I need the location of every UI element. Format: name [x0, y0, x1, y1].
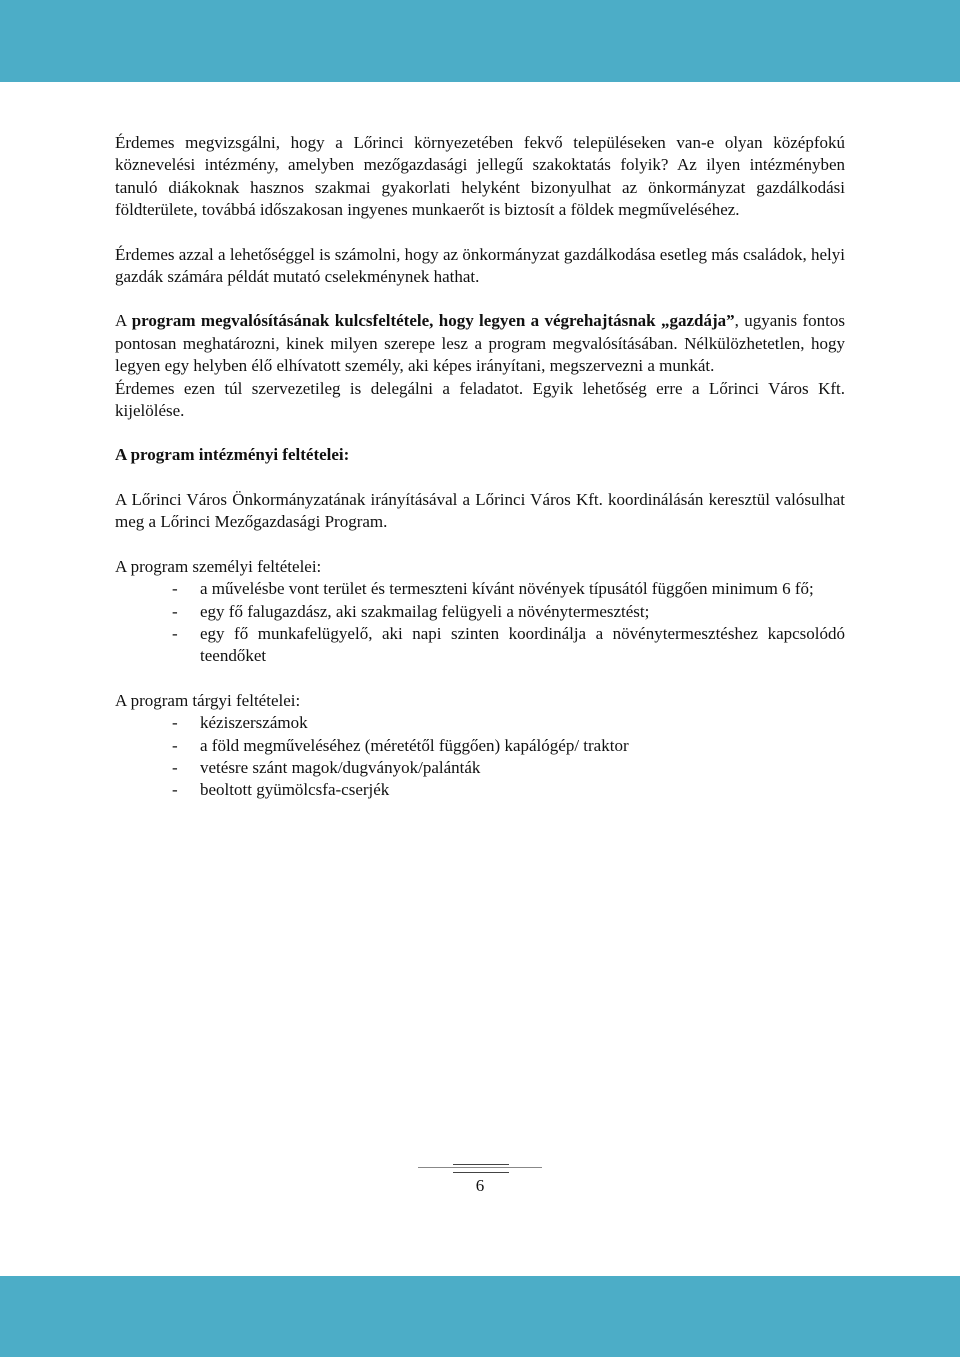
- list-item: [115, 601, 845, 623]
- list-item-text: a művelésbe vont terület és termeszteni kívánt növények típusától függően minimum 6 fő;: [200, 579, 814, 599]
- list-item: [115, 757, 845, 779]
- list-dash: -: [172, 757, 178, 777]
- page-number: 6: [475, 1176, 485, 1195]
- footer-rule-top: [453, 1164, 509, 1165]
- header-band: [0, 0, 960, 82]
- heading-material-conditions: A program tárgyi feltételei:: [115, 690, 301, 710]
- list-item-text: kéziszerszámok: [200, 713, 308, 733]
- key-condition-bold: program megvalósításának kulcsfeltétele, hogy legyen a végrehajtásnak „gazdája”: [131, 311, 735, 331]
- list-dash: -: [172, 601, 178, 621]
- paragraph-institutional: A Lőrinci Város Önkormányzatának irányításával a Lőrinci Város Kft. koordinálásán keresztül valósulhat meg a Lőrinci Mezőgazdasági Program.: [115, 489, 845, 532]
- personal-conditions-list: [115, 578, 845, 668]
- heading-personal-conditions: A program személyi feltételei:: [115, 556, 322, 576]
- key-condition-rest: , ugyanis fontos pontosan meghatározni, kinek milyen szerepe lesz a program megvalósításában. Nélkülözhetetlen, hogy legyen egy helyben élő elhívatott személy, aki képes irányítani, megszervezni a munkát.: [115, 311, 845, 376]
- list-dash: -: [172, 713, 178, 733]
- list-dash: -: [172, 780, 178, 800]
- list-item-text: vetésre szánt magok/dugványok/palánták: [200, 757, 481, 777]
- paragraph-key-condition: [115, 310, 845, 377]
- list-dash: -: [172, 579, 178, 599]
- list-item-text: egy fő munkafelügyelő, aki napi szinten koordinálja a növénytermesztéshez kapcsolódó teendőket: [200, 623, 845, 666]
- footer-divider: [418, 1164, 542, 1176]
- document-body: [115, 132, 845, 802]
- material-conditions-list: [115, 712, 845, 802]
- footer-band: [0, 1276, 960, 1357]
- key-condition-prefix: A: [115, 311, 132, 331]
- list-item-text: a föld megműveléséhez (méretétől függően) kapálógép/ traktor: [200, 735, 629, 755]
- list-item: [115, 578, 845, 600]
- list-item: [115, 779, 845, 801]
- list-item: [115, 712, 845, 734]
- heading-institutional-conditions: [115, 444, 845, 466]
- paragraph-vocational-school: Érdemes megvizsgálni, hogy a Lőrinci környezetében fekvő településeken van-e olyan középfokú köznevelési intézmény, amelyben mezőgazdasági jellegű szakoktatás folyik? Az ilyen intézményben tanuló diákoknak hasznos szakmai gyakorlati helyként bizonyulhat az önkormányzat gazdálkodási földterülete, továbbá időszakosan ingyenes munkaerőt is biztosít a földek megműveléséhez.: [115, 133, 845, 220]
- heading-institutional-text: A program intézményi feltételei:: [115, 445, 350, 465]
- paragraph-example-effect: Érdemes azzal a lehetőséggel is számolni, hogy az önkormányzat gazdálkodása esetleg más családok, helyi gazdák számára példát mutató cselekménynek hathat.: [115, 244, 845, 287]
- list-item-text: egy fő falugazdász, aki szakmailag felügyeli a növénytermesztést;: [200, 601, 650, 621]
- list-dash: -: [172, 735, 178, 755]
- footer-rule: [418, 1167, 542, 1168]
- list-item: [115, 623, 845, 668]
- list-dash: -: [172, 623, 178, 643]
- list-item: [115, 735, 845, 757]
- paragraph-delegation: Érdemes ezen túl szervezetileg is delegálni a feladatot. Egyik lehetőség erre a Lőrinci Város Kft. kijelölése.: [115, 378, 845, 421]
- list-item-text: beoltott gyümölcsfa-cserjék: [200, 780, 390, 800]
- footer-rule-bottom: [453, 1172, 509, 1173]
